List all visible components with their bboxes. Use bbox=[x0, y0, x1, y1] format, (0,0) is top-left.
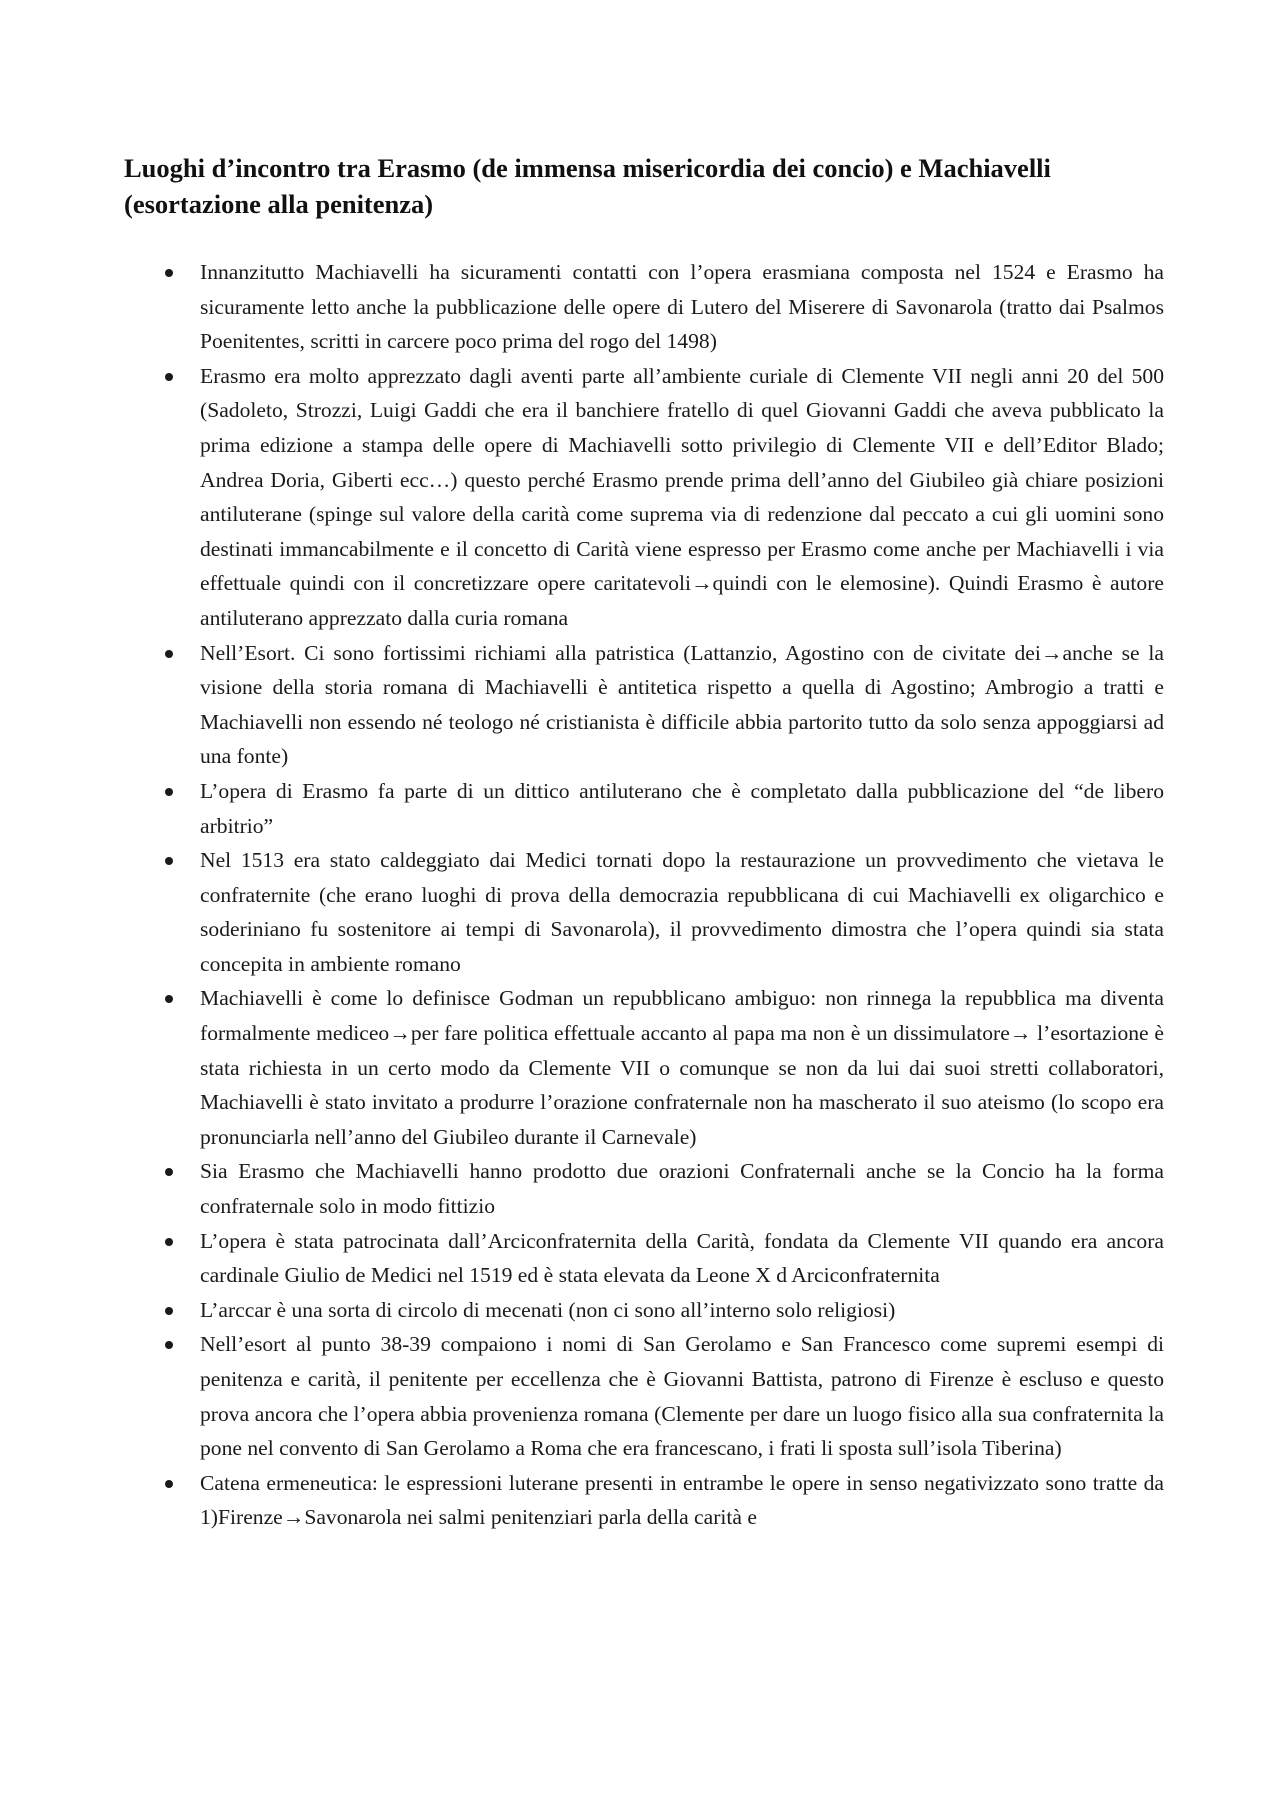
bullet-point-icon bbox=[165, 373, 173, 381]
bullet-point-icon bbox=[165, 1480, 173, 1488]
bullet-text: L’opera è stata patrocinata dall’Arciconfraternita della Carità, fondata da Clemente VII quando era ancora cardinale Giulio de Medici nel 1519 ed è stata elevata da Leone X d Arciconfraternita bbox=[200, 1228, 1164, 1288]
bullet-point-icon bbox=[165, 1341, 173, 1349]
bullet-item bbox=[124, 255, 1164, 359]
document-title: Luoghi d’incontro tra Erasmo (de immensa misericordia dei concio) e Machiavelli (esortazione alla penitenza) bbox=[124, 153, 1051, 219]
bullet-point-icon bbox=[165, 788, 173, 796]
bullet-item bbox=[124, 1154, 1164, 1223]
bullet-item bbox=[124, 636, 1164, 774]
bullet-item bbox=[124, 1466, 1164, 1535]
bullet-text: Nel 1513 era stato caldeggiato dai Medici tornati dopo la restaurazione un provvedimento che vietava le confraternite (che erano luoghi di prova della democrazia repubblicana di cui Machiavelli ex oligarchico e soderiniano fu sostenitore ai tempi di Savonarola), il provvedimento dimostra che l’opera quindi sia stata concepita in ambiente romano bbox=[200, 848, 1164, 976]
bullet-text: L’opera di Erasmo fa parte di un dittico antiluterano che è completato dalla pubblicazione del “de libero arbitrio” bbox=[200, 778, 1164, 838]
bullet-item bbox=[124, 774, 1164, 843]
bullet-item bbox=[124, 1224, 1164, 1293]
bullet-point-icon bbox=[165, 857, 173, 865]
bullet-point-icon bbox=[165, 650, 173, 658]
bullet-text: Machiavelli è come lo definisce Godman un repubblicano ambiguo: non rinnega la repubblica ma diventa formalmente mediceo→per fare politica effettuale accanto al papa ma non è un dissimulatore→ l’esortazione è stata richiesta in un certo modo da Clemente VII o comunque se non da lui dai suoi stretti collaboratori, Machiavelli è stato invitato a produrre l’orazione confraternale non ha mascherato il suo ateismo (lo scopo era pronunciarla nell’anno del Giubileo durante il Carnevale) bbox=[200, 986, 1164, 1149]
bullet-text: Nell’esort al punto 38-39 compaiono i nomi di San Gerolamo e San Francesco come supremi esempi di penitenza e carità, il penitente per eccellenza che è Giovanni Battista, patrono di Firenze è escluso e questo prova ancora che l’opera abbia provenienza romana (Clemente per dare un luogo fisico alla sua confraternita la pone nel convento di San Gerolamo a Roma che era francescano, i frati li sposta sull’isola Tiberina) bbox=[200, 1332, 1164, 1461]
bullet-item bbox=[124, 981, 1164, 1154]
bullet-point-icon bbox=[165, 995, 173, 1003]
bullet-text: L’arccar è una sorta di circolo di mecenati (non ci sono all’interno solo religiosi) bbox=[200, 1297, 896, 1322]
bullet-text: Erasmo era molto apprezzato dagli aventi parte all’ambiente curiale di Clemente VII negli anni 20 del 500 (Sadoleto, Strozzi, Luigi Gaddi che era il banchiere fratello di quel Giovanni Gaddi che aveva pubblicato la prima edizione a stampa delle opere di Machiavelli sotto privilegio di Clemente VII e dell’Editor Blado; Andrea Doria, Giberti ecc…) questo perché Erasmo prende prima dell’anno del Giubileo già chiare posizioni antiluterane (spinge sul valore della carità come suprema via di redenzione dal peccato a cui gli uomini sono destinati immancabilmente e il concetto di Carità viene espresso per Erasmo come anche per Machiavelli i via effettuale quindi con il concretizzare opere caritatevoli→quindi con le elemosine). Quindi Erasmo è autore antiluterano apprezzato dalla curia romana bbox=[200, 363, 1164, 630]
bullet-text: Innanzitutto Machiavelli ha sicuramenti contatti con l’opera erasmiana composta nel 1524 e Erasmo ha sicuramente letto anche la pubblicazione delle opere di Lutero del Miserere di Savonarola (tratto dai Psalmos Poenitentes, scritti in carcere poco prima del rogo del 1498) bbox=[200, 260, 1164, 354]
bullet-text: Sia Erasmo che Machiavelli hanno prodotto due orazioni Confraternali anche se la Concio ha la forma confraternale solo in modo fittizio bbox=[200, 1159, 1164, 1219]
bullet-item bbox=[124, 1327, 1164, 1465]
bullet-point-icon bbox=[165, 1168, 173, 1176]
bullet-item bbox=[124, 843, 1164, 981]
bullet-text: Nell’Esort. Ci sono fortissimi richiami alla patristica (Lattanzio, Agostino con de civitate dei→anche se la visione della storia romana di Machiavelli è antitetica rispetto a quella di Agostino; Ambrogio a tratti e Machiavelli non essendo né teologo né cristianista è difficile abbia partorito tutto da solo senza appoggiarsi ad una fonte) bbox=[200, 640, 1164, 769]
bullet-point-icon bbox=[165, 1307, 173, 1315]
bullet-item bbox=[124, 359, 1164, 636]
bullet-list bbox=[124, 255, 1164, 1535]
bullet-text: Catena ermeneutica: le espressioni luterane presenti in entrambe le opere in senso negativizzato sono tratte da 1)Firenze→Savonarola nei salmi penitenziari parla della carità e bbox=[200, 1470, 1164, 1530]
bullet-point-icon bbox=[165, 269, 173, 277]
bullet-item bbox=[124, 1293, 1164, 1328]
bullet-point-icon bbox=[165, 1238, 173, 1246]
